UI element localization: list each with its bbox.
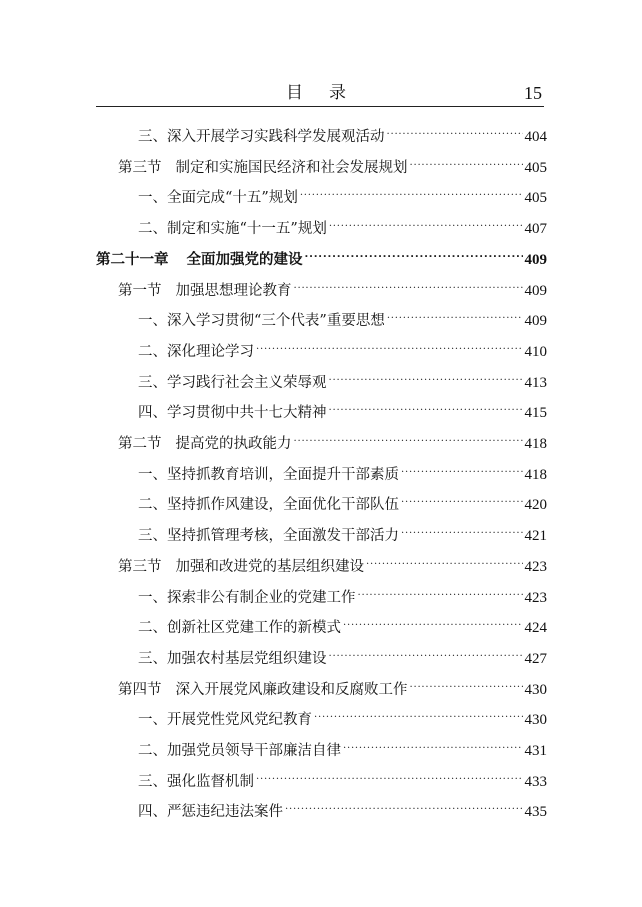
page-header [96,82,542,108]
toc-subsection-entry[interactable] [138,334,547,360]
toc-entry-label [138,648,327,670]
toc-entry-section-number: 第四节 [118,681,162,698]
toc-dot-leader [358,580,523,602]
page-number: 15 [524,83,542,103]
toc-entry-page-number: 413 [524,374,547,391]
toc-entry-title: 四、严惩违纪违法案件 [138,804,283,821]
toc-entry-title: 加强思想理论教育 [175,282,292,299]
toc-dot-leader [256,764,523,786]
toc-entry-title: 制定和实施国民经济和社会发展规划 [175,159,408,176]
toc-section-entry[interactable] [118,426,547,452]
toc-entry-label [138,310,385,332]
toc-subsection-entry[interactable] [138,610,547,637]
toc-entry-title: 一、坚持抓教育培训，全面提升干部素质 [138,466,399,483]
toc-entry-label [118,433,292,455]
toc-dot-leader [329,211,523,233]
toc-dot-leader [285,794,523,816]
toc-entry-page-number: 415 [524,405,547,422]
toc-entry-label [138,341,254,363]
toc-entry-title: 一、开展党性党风党纪教育 [138,712,312,729]
toc-entry-title: 三、加强农村基层党组织建设 [138,650,327,667]
toc-subsection-entry[interactable] [138,487,547,514]
toc-entry-title: 一、探索非公有制企业的党建工作 [138,589,356,606]
toc-entry-label [138,617,341,639]
toc-entry-page-number: 430 [524,712,547,729]
toc-entry-label [138,801,283,823]
toc-entry-label [138,740,341,762]
toc-entry-label [138,587,356,609]
toc-dot-leader [410,150,523,172]
toc-dot-leader [366,549,523,571]
toc-entry-title: 二、创新社区党建工作的新模式 [138,620,341,637]
toc-entry-page-number: 418 [524,466,547,483]
toc-entry-page-number: 418 [524,436,547,452]
toc-entry-title: 加强和改进党的基层组织建设 [175,558,364,575]
toc-entry-section-number: 第三节 [118,558,162,575]
toc-entry-label [118,157,408,179]
toc-entry-section-number: 第二十一章 [96,251,169,268]
toc-dot-leader [401,518,523,540]
toc-subsection-entry[interactable] [138,119,547,145]
toc-dot-leader [294,426,523,448]
toc-entry-page-number: 405 [524,190,547,207]
toc-entry-label [138,525,399,547]
toc-section-entry[interactable] [118,672,547,698]
toc-section-entry[interactable] [118,150,547,176]
toc-chapter-entry[interactable] [96,242,547,268]
toc-entry-label [138,771,254,793]
toc-entry-title: 提高党的执政能力 [175,436,292,452]
toc-subsection-entry[interactable] [138,641,547,667]
toc-entry-section-number: 第二节 [118,436,162,452]
toc-entry-page-number: 433 [524,773,547,790]
toc-subsection-entry[interactable] [138,395,547,422]
toc-entry-title: 三、学习践行社会主义荣辱观 [138,374,327,391]
toc-entry-title: 三、坚持抓管理考核，全面激发干部活力 [138,528,399,545]
toc-subsection-entry[interactable] [138,580,547,606]
toc-dot-leader [410,672,523,694]
toc-entry-label [118,556,364,578]
toc-entry-page-number: 423 [524,589,547,606]
toc-subsection-entry[interactable] [138,365,547,391]
toc-entry-page-number: 435 [524,804,547,821]
toc-entry-section-number: 第三节 [118,159,162,176]
toc-entry-page-number: 427 [524,650,547,667]
toc-entry-page-number: 431 [524,743,547,759]
toc-subsection-entry[interactable] [138,764,547,790]
toc-dot-leader [300,180,523,202]
toc-dot-leader [401,457,523,479]
toc-entry-title: 二、制定和实施“十一五”规划 [138,221,327,238]
toc-entry-label [138,402,327,424]
toc-entry-page-number: 430 [524,681,547,698]
toc-entry-label [118,280,292,302]
toc-dot-leader [387,303,523,325]
toc-entry-page-number: 421 [524,528,547,545]
toc-entry-label [118,679,408,701]
toc-entry-label [138,372,327,394]
toc-entry-label [138,709,312,731]
toc-entry-label [138,464,399,486]
toc-subsection-entry[interactable] [138,180,547,207]
toc-dot-leader [256,334,523,356]
toc-subsection-entry[interactable] [138,211,547,238]
toc-dot-leader [343,733,523,755]
toc-entry-title: 二、加强党员领导干部廉洁自律 [138,743,341,759]
toc-dot-leader [387,119,523,141]
toc-entry-title: 深入开展党风廉政建设和反腐败工作 [175,681,408,698]
toc-entry-page-number: 405 [524,159,547,176]
toc-dot-leader [329,365,523,387]
toc-entry-title: 三、强化监督机制 [138,773,254,790]
toc-section-entry[interactable] [118,549,547,575]
toc-entry-page-number: 423 [524,558,547,575]
toc-dot-leader [401,487,523,509]
toc-entry-title: 一、全面完成“十五”规划 [138,190,298,207]
toc-entry-page-number: 409 [524,313,547,330]
toc-entry-label [96,249,303,271]
toc-subsection-entry[interactable] [138,794,547,821]
toc-dot-leader [294,273,523,295]
toc-entry-label [138,126,385,148]
toc-entry-page-number: 420 [524,497,547,514]
toc-subsection-entry[interactable] [138,702,547,729]
toc-entry-label [138,494,399,516]
toc-entry-label [138,218,327,240]
toc-entry-page-number: 409 [524,251,547,268]
toc-subsection-entry[interactable] [138,457,547,483]
toc-subsection-entry[interactable] [138,733,547,759]
toc-dot-leader [329,641,523,663]
toc-subsection-entry[interactable] [138,518,547,545]
toc-entry-page-number: 409 [524,282,547,299]
toc-entry-title: 一、深入学习贯彻“三个代表”重要思想 [138,313,385,330]
header-divider [96,106,544,107]
toc-dot-leader [305,242,523,264]
toc-entry-page-number: 407 [524,221,547,238]
toc-dot-leader [314,702,523,724]
toc-entry-label [138,187,298,209]
toc-entry-section-number: 第一节 [118,282,162,299]
toc-entry-title: 二、坚持抓作风建设，全面优化干部队伍 [138,497,399,514]
toc-entry-page-number: 404 [524,129,547,145]
toc-subsection-entry[interactable] [138,303,547,330]
page-title: 目录 [286,83,372,103]
toc-entry-page-number: 424 [524,620,547,637]
toc-dot-leader [329,395,523,417]
toc-entry-title: 全面加强党的建设 [186,251,303,268]
toc-section-entry[interactable] [118,273,547,299]
toc-dot-leader [343,610,523,632]
toc-entry-page-number: 410 [524,343,547,360]
toc-entry-title: 四、学习贯彻中共十七大精神 [138,405,327,422]
toc-entry-title: 三、深入开展学习实践科学发展观活动 [138,129,385,145]
toc-entry-title: 二、深化理论学习 [138,343,254,360]
